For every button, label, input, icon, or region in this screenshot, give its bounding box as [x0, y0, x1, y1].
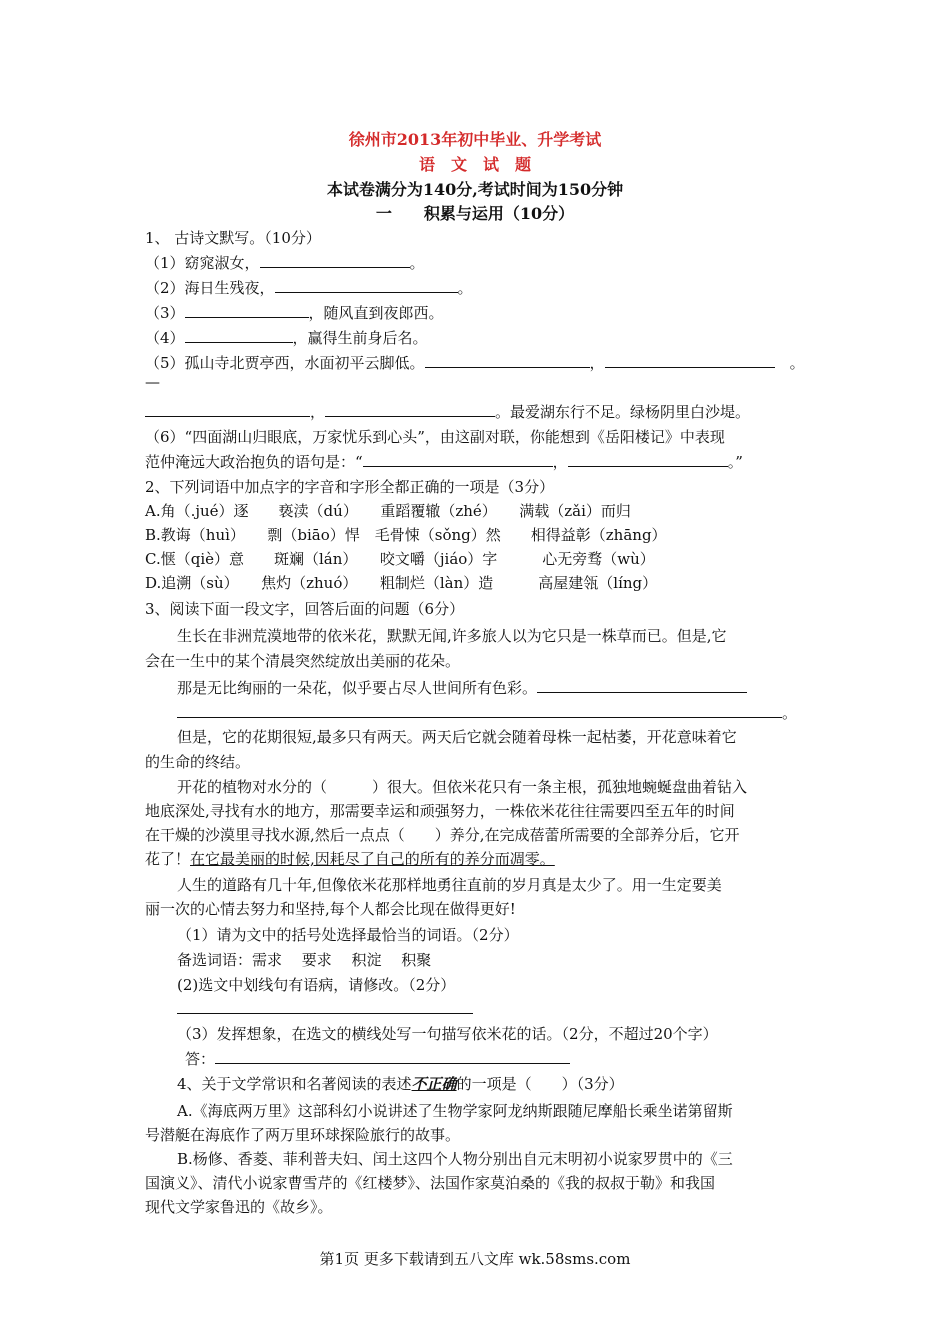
q3-para4-line1: 开花的植物对水分的（ ）很大。但依米花只有一条主根，孤独地蜿蜒盘曲着钻入	[177, 778, 748, 796]
q2-option-a: A.角（.jué）逐 亵渎（dú） 重蹈覆辙（zhé） 满载（zǎi）而归	[145, 502, 631, 520]
q1-line-a: （1）窈窕淑女， 。	[145, 254, 425, 272]
q1-c-pre: （3）	[145, 304, 185, 322]
answer-blank[interactable]	[185, 303, 309, 318]
q4-stem	[177, 1074, 624, 1094]
q4-stem-post: 的一项是（ ）（3分）	[456, 1075, 624, 1093]
q1-b-text: （2）海日生残夜，	[145, 279, 275, 297]
exam-title: 徐州市2013年初中毕业、升学考试	[348, 130, 602, 149]
q3-para5-line1: 人生的道路有几十年,但像依米花那样地勇往直前的岁月真是太少了。用一生定要美	[177, 876, 722, 894]
q3-para3-line2: 的生命的终结。	[145, 753, 251, 771]
q1-line-f2: 范仲淹远大政治抱负的语句是：“ ， 。”	[145, 453, 743, 471]
answer-blank[interactable]	[145, 402, 310, 417]
answer-blank[interactable]	[605, 353, 775, 368]
q3-sub3-answer	[185, 1049, 570, 1069]
page-footer: 第1页 更多下载请到五八文库 wk.58sms.com	[319, 1250, 631, 1268]
q4-option-b-line3: 现代文学家鲁迅的《故乡》。	[145, 1198, 333, 1216]
section-heading: 一 积累与运用（10分）	[375, 204, 575, 223]
q3-para1-line2: 会在一生中的某个清晨突然绽放出美丽的花朵。	[145, 652, 461, 670]
q2-option-c: C.惬（qiè）意 斑斓（lán） 咬文嚼（jiáo）字 心无旁骛（wù）	[145, 550, 655, 568]
q3-sub2-answer	[177, 999, 473, 1019]
q1-f2-text: 范仲淹远大政治抱负的语句是：“	[145, 453, 363, 471]
answer-blank[interactable]	[537, 678, 747, 693]
q3-underlined-sentence: 在它最美丽的时候,因耗尽了自己的所有的养分而凋零。	[190, 850, 555, 868]
q1-line-e2: ， 。最爱湖东行不足。绿杨阴里白沙堤。	[145, 402, 750, 422]
q1-stem: 1、 古诗文默写。（10分）	[145, 229, 321, 247]
q2-option-d: D.追溯（sù） 焦灼（zhuó） 粗制烂（làn）造 高屋建瓴（líng）	[145, 574, 658, 592]
q1-line-c	[145, 303, 444, 323]
exam-note: 本试卷满分为140分,考试时间为150分钟	[326, 180, 624, 199]
answer-blank[interactable]	[568, 452, 728, 467]
q4-option-b-line2: 国演义》、清代小说家曹雪芹的《红楼梦》、法国作家莫泊桑的《我的叔叔于勒》和我国	[145, 1174, 716, 1192]
q1-a-text: （1）窈窕淑女，	[145, 254, 260, 272]
answer-blank[interactable]	[185, 328, 293, 343]
answer-blank[interactable]	[425, 353, 590, 368]
q1-d-post: ，赢得生前身后名。	[292, 329, 428, 347]
q1-line-d	[145, 328, 428, 348]
q3-para4-line2: 地底深处,寻找有水的地方，那需要幸运和顽强努力，一株依米花往往需要四至五年的时间	[145, 802, 735, 820]
q1-e-dash: —	[145, 373, 160, 391]
q3-para3-line1: 但是，它的花期很短,最多只有两天。两天后它就会随着母株一起枯萎，开花意味着它	[177, 728, 737, 746]
answer-blank[interactable]	[275, 278, 458, 293]
q3-sub2: (2)选文中划线句有语病，请修改。（2分）	[177, 976, 456, 994]
answer-blank[interactable]	[177, 703, 782, 718]
q1-line-f1: （6）“四面湖山归眼底，万家忧乐到心头”，由这副对联，你能想到《岳阳楼记》中表现	[145, 428, 725, 446]
q1-c-post: ，随风直到夜郎西。	[308, 304, 444, 322]
q4-stem-emphasis: 不正确	[411, 1075, 457, 1093]
q3-answer-label: 答：	[185, 1050, 216, 1068]
answer-blank[interactable]	[215, 1049, 570, 1064]
q3-sub3: （3）发挥想象，在选文的横线处写一句描写依米花的话。（2分，不超过20个字）	[177, 1025, 718, 1043]
q1-f2-end: 。”	[727, 453, 743, 471]
q1-d-pre: （4）	[145, 329, 185, 347]
q3-sub1-options: 备选词语：需求 要求 积淀 积聚	[177, 951, 432, 969]
q1-line-e: （5）孤山寺北贾亭西，水面初平云脚低。 ， 。	[145, 354, 805, 372]
q1-e-text: （5）孤山寺北贾亭西，水面初平云脚低。	[145, 354, 425, 372]
answer-blank[interactable]	[363, 452, 553, 467]
q2-option-b: B.教诲（huì） 剽（biāo）悍 毛骨悚（sǒng）然 相得益彰（zhāng）	[145, 526, 667, 544]
q3-stem: 3、阅读下面一段文字，回答后面的问题（6分）	[145, 600, 465, 618]
answer-blank[interactable]	[260, 253, 410, 268]
q3-para5-line2: 丽一次的心情去努力和坚持,每个人都会比现在做得更好!	[145, 900, 516, 918]
q1-line-b: （2）海日生残夜， 。	[145, 279, 473, 297]
q3-sub1: （1）请为文中的括号处选择最恰当的词语。（2分）	[177, 926, 519, 944]
answer-blank[interactable]	[325, 402, 495, 417]
q3-para2-line2: 。	[177, 703, 797, 723]
answer-blank[interactable]	[177, 999, 473, 1014]
q4-stem-pre: 4、关于文学常识和名著阅读的表述	[177, 1075, 412, 1093]
q2-stem: 2、下列词语中加点字的字音和字形全都正确的一项是（3分）	[145, 478, 555, 496]
q1-e-tail: 。最爱湖东行不足。绿杨阴里白沙堤。	[495, 403, 751, 421]
q4-option-a-line2: 号潜艇在海底作了两万里环球探险旅行的故事。	[145, 1126, 461, 1144]
q4-option-a-line1: A.《海底两万里》这部科幻小说讲述了生物学家阿龙纳斯跟随尼摩船长乘坐诺第留斯	[177, 1102, 733, 1120]
q3-para1-line1: 生长在非洲荒漠地带的依米花，默默无闻,许多旅人以为它只是一株草而已。但是,它	[177, 627, 727, 645]
q4-option-b-line1: B.杨修、香菱、菲利普夫妇、闰土这四个人物分别出自元末明初小说家罗贯中的《三	[177, 1150, 733, 1168]
q3-para4-line4	[145, 849, 555, 869]
q3-para4-line3: 在干燥的沙漠里寻找水源,然后一点点（ ）养分,在完成蓓蕾所需要的全部养分后，它开	[145, 826, 740, 844]
q3-para4-pre: 花了！	[145, 850, 191, 868]
q3-para2	[177, 678, 747, 698]
q3-para2-text: 那是无比绚丽的一朵花，似乎要占尽人世间所有色彩。	[177, 679, 538, 697]
exam-subject: 语 文 试 题	[418, 155, 531, 174]
